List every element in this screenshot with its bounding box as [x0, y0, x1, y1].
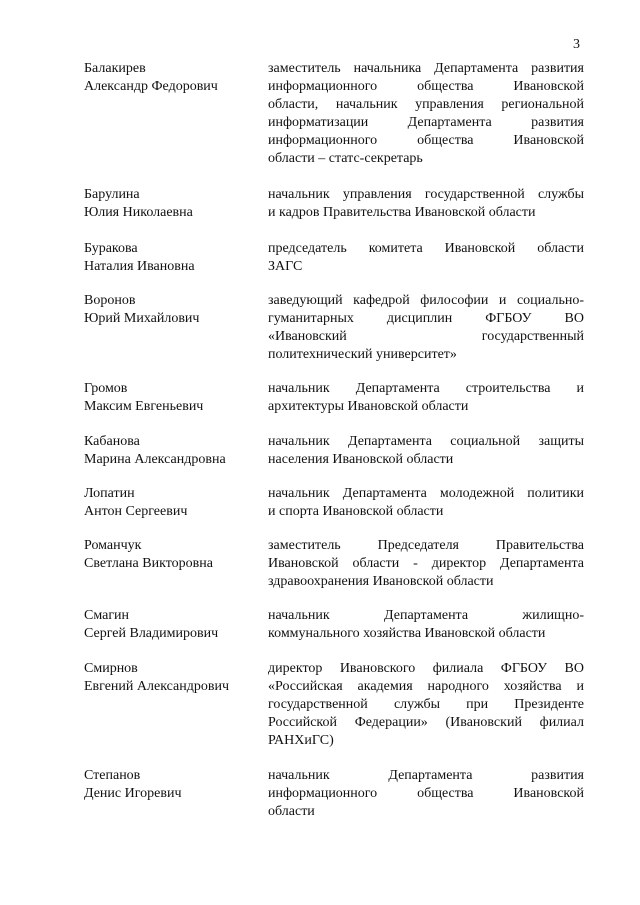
position-line: населения Ивановской области — [268, 452, 454, 467]
member-position — [268, 240, 584, 292]
member-given-names: Юлия Николаевна — [84, 205, 193, 220]
position-line: области – статс-секретарь — [268, 151, 423, 166]
member-name — [84, 292, 268, 380]
member-entry — [84, 60, 584, 186]
member-name — [84, 660, 268, 767]
member-given-names: Наталия Ивановна — [84, 259, 195, 274]
member-surname: Смирнов — [84, 661, 138, 676]
position-line: заведующий кафедрой философии и социально- — [268, 293, 584, 308]
position-line: начальник Департамента молодежной политики — [268, 486, 584, 501]
member-list — [84, 60, 584, 827]
member-given-names: Светлана Викторовна — [84, 556, 213, 571]
member-given-names: Марина Александровна — [84, 452, 226, 467]
position-line: начальник Департамента развития — [268, 768, 584, 783]
position-line: информационного общества Ивановской — [268, 786, 584, 801]
position-line: Российской Федерации» (Ивановский филиал — [268, 715, 584, 730]
position-line: области, начальник управления региональной — [268, 97, 584, 112]
member-given-names: Антон Сергеевич — [84, 504, 188, 519]
position-line: заместитель начальника Департамента развития — [268, 61, 584, 76]
position-line: Ивановской области - директор Департамента — [268, 556, 584, 571]
position-line: информационного общества Ивановской — [268, 133, 584, 148]
position-line: государственной службы при Президенте — [268, 697, 584, 712]
member-name — [84, 607, 268, 660]
member-surname: Громов — [84, 381, 128, 396]
member-given-names: Денис Игоревич — [84, 786, 182, 801]
member-surname: Лопатин — [84, 486, 135, 501]
member-position — [268, 660, 584, 767]
position-line: начальник Департамента строительства и — [268, 381, 584, 396]
member-position — [268, 380, 584, 433]
member-entry — [84, 433, 584, 485]
member-name — [84, 60, 268, 186]
member-surname: Смагин — [84, 608, 130, 623]
member-entry — [84, 292, 584, 380]
position-line: начальник Департамента жилищно- — [268, 608, 584, 623]
position-line: «Российская академия народного хозяйства и — [268, 679, 584, 694]
position-line: архитектуры Ивановской области — [268, 399, 469, 414]
position-line: РАНХиГС) — [268, 733, 334, 748]
member-given-names: Евгений Александрович — [84, 679, 230, 694]
member-position — [268, 433, 584, 485]
position-line: заместитель Председателя Правительства — [268, 538, 584, 553]
member-entry — [84, 767, 584, 827]
member-name — [84, 433, 268, 485]
member-surname: Воронов — [84, 293, 136, 308]
position-line: информационного общества Ивановской — [268, 79, 584, 94]
position-line: и кадров Правительства Ивановской области — [268, 205, 536, 220]
member-name — [84, 240, 268, 292]
member-position — [268, 186, 584, 240]
member-surname: Барулина — [84, 187, 140, 202]
member-surname: Степанов — [84, 768, 141, 783]
member-given-names: Юрий Михайлович — [84, 311, 200, 326]
position-line: начальник Департамента социальной защиты — [268, 434, 584, 449]
member-given-names: Максим Евгеньевич — [84, 399, 204, 414]
member-position — [268, 607, 584, 660]
position-line: ЗАГС — [268, 259, 303, 274]
member-position — [268, 60, 584, 186]
member-entry — [84, 607, 584, 660]
member-surname: Буракова — [84, 241, 138, 256]
member-surname: Балакирев — [84, 61, 146, 76]
position-line: и спорта Ивановской области — [268, 504, 444, 519]
position-line: гуманитарных дисциплин ФГБОУ ВО — [268, 311, 584, 326]
member-surname: Кабанова — [84, 434, 140, 449]
member-position — [268, 767, 584, 827]
member-name — [84, 767, 268, 827]
position-line: начальник управления государственной службы — [268, 187, 584, 202]
position-line: директор Ивановского филиала ФГБОУ ВО — [268, 661, 584, 676]
member-name — [84, 537, 268, 607]
member-given-names: Сергей Владимирович — [84, 626, 219, 641]
member-position — [268, 485, 584, 537]
member-position — [268, 537, 584, 607]
member-position — [268, 292, 584, 380]
position-line: политехнический университет» — [268, 347, 457, 362]
position-line: здравоохранения Ивановской области — [268, 574, 494, 589]
member-name — [84, 186, 268, 240]
position-line: информатизации Департамента развития — [268, 115, 584, 130]
position-line: коммунального хозяйства Ивановской области — [268, 626, 546, 641]
member-entry — [84, 240, 584, 292]
position-line: области — [268, 804, 315, 819]
member-name — [84, 380, 268, 433]
member-entry — [84, 485, 584, 537]
page-number: 3 — [573, 37, 580, 52]
member-entry — [84, 660, 584, 767]
member-given-names: Александр Федорович — [84, 79, 218, 94]
member-entry — [84, 537, 584, 607]
position-line: председатель комитета Ивановской области — [268, 241, 584, 256]
member-entry — [84, 186, 584, 240]
member-entry — [84, 380, 584, 433]
member-name — [84, 485, 268, 537]
member-surname: Романчук — [84, 538, 142, 553]
position-line: «Ивановский государственный — [268, 329, 584, 344]
